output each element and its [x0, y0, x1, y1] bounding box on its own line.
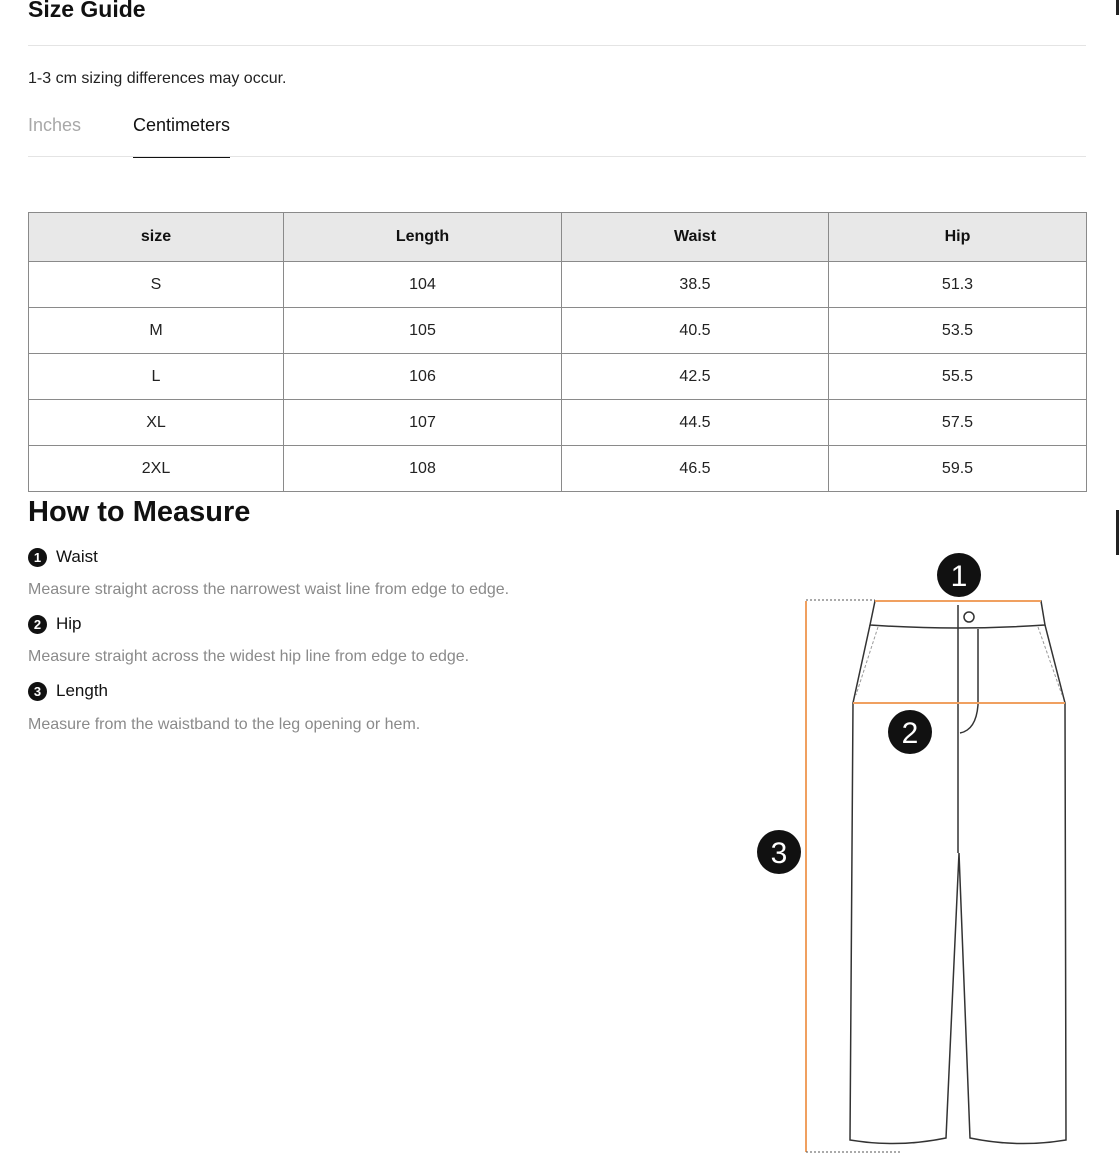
table-cell-waist: 44.5 [562, 400, 829, 446]
pants-outline [850, 601, 1066, 1144]
step-name: Hip [56, 614, 82, 633]
tab-inches[interactable]: Inches [28, 115, 82, 135]
step-length [28, 681, 108, 701]
table-cell-waist: 46.5 [562, 446, 829, 492]
step-description: Measure straight across the narrowest waist line from edge to edge. [28, 581, 510, 598]
step-description: Measure straight across the widest hip line from edge to edge. [28, 648, 470, 665]
pocket-lines [856, 627, 1062, 695]
marker-label: 2 [901, 717, 919, 750]
step-number-badge: 2 [28, 615, 47, 634]
table-cell-hip: 59.5 [829, 446, 1087, 492]
step-hip [28, 614, 82, 634]
table-row [29, 400, 1087, 446]
table-cell-size: XL [29, 400, 284, 446]
table-cell-size: L [29, 354, 284, 400]
table-header-row [29, 213, 1087, 262]
size-table [28, 212, 1087, 492]
measure-lines [806, 601, 1065, 1152]
table-cell-hip: 55.5 [829, 354, 1087, 400]
page-title: Size Guide [28, 0, 146, 22]
step-number-badge: 3 [28, 682, 47, 701]
table-row [29, 354, 1087, 400]
tabs-divider [28, 156, 1086, 157]
column-header-waist: Waist [562, 213, 829, 262]
column-header-length: Length [284, 213, 562, 262]
table-cell-size: 2XL [29, 446, 284, 492]
table-cell-length: 108 [284, 446, 562, 492]
step-name: Length [56, 681, 108, 700]
table-cell-hip: 57.5 [829, 400, 1087, 446]
diagram-marker-hip [888, 710, 932, 754]
step-description: Measure from the waistband to the leg opening or hem. [28, 716, 421, 733]
table-cell-length: 107 [284, 400, 562, 446]
marker-label: 3 [770, 837, 788, 870]
table-cell-size: S [29, 262, 284, 308]
length-guides [806, 600, 902, 1152]
pants-measurement-diagram [750, 545, 1080, 1159]
table-cell-size: M [29, 308, 284, 354]
step-number-badge: 1 [28, 548, 47, 567]
table-cell-hip: 51.3 [829, 262, 1087, 308]
table-cell-length: 105 [284, 308, 562, 354]
column-header-hip: Hip [829, 213, 1087, 262]
step-name: Waist [56, 547, 98, 566]
table-cell-length: 104 [284, 262, 562, 308]
column-header-size: size [29, 213, 284, 262]
diagram-marker-waist [937, 553, 981, 597]
table-cell-waist: 40.5 [562, 308, 829, 354]
diagram-marker-length [757, 830, 801, 874]
table-cell-hip: 53.5 [829, 308, 1087, 354]
table-cell-length: 106 [284, 354, 562, 400]
marker-label: 1 [950, 560, 968, 593]
tab-centimeters[interactable]: Centimeters [133, 115, 230, 158]
table-cell-waist: 42.5 [562, 354, 829, 400]
table-row [29, 262, 1087, 308]
title-divider [28, 45, 1086, 46]
table-row [29, 446, 1087, 492]
table-row [29, 308, 1087, 354]
table-cell-waist: 38.5 [562, 262, 829, 308]
step-waist [28, 547, 98, 567]
how-to-measure-title: How to Measure [28, 496, 251, 528]
sizing-note: 1-3 cm sizing differences may occur. [28, 70, 287, 87]
